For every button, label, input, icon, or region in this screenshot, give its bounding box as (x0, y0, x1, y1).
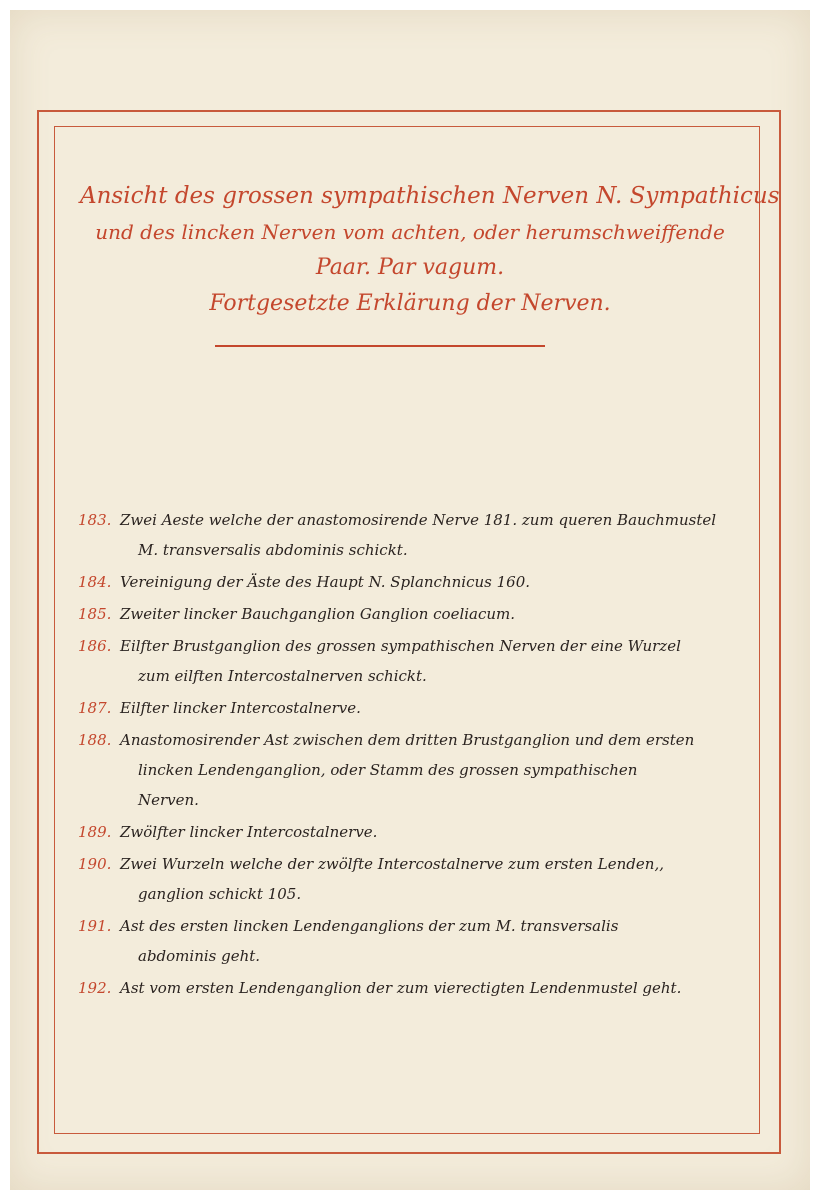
entry-number: 187. (78, 699, 112, 717)
entry-text (120, 631, 758, 691)
title-line-3: Paar. Par vagum. (315, 255, 505, 280)
list-item (78, 725, 758, 815)
entry-line: Zwölfter lincker Intercostalnerve. (120, 823, 378, 841)
entry-text (120, 567, 758, 597)
title-underline (215, 345, 545, 347)
entry-number: 186. (78, 637, 112, 655)
entry-line: Nerven. (138, 791, 199, 809)
list-item (78, 911, 758, 971)
entry-number: 192. (78, 979, 112, 997)
entry-text (120, 693, 758, 723)
entry-number: 190. (78, 855, 112, 873)
list-item (78, 567, 758, 597)
entry-line: Zwei Wurzeln welche der zwölfte Intercostalnerve zum ersten Lenden,, (120, 855, 664, 873)
entry-text (120, 725, 758, 815)
title-line-4: Fortgesetzte Erklärung der Nerven. (209, 291, 611, 316)
entry-text (120, 599, 758, 629)
entry-number: 184. (78, 573, 112, 591)
entry-text (120, 505, 758, 565)
entry-text (120, 911, 758, 971)
entry-line: zum eilften Intercostalnerven schickt. (138, 667, 427, 685)
list-item (78, 849, 758, 909)
entry-number: 183. (78, 511, 112, 529)
title-line-1: Ansicht des grossen sympathischen Nerven N. Sympathicus (80, 183, 780, 209)
entry-number: 188. (78, 731, 112, 749)
list-item (78, 505, 758, 565)
entry-line: ganglion schickt 105. (138, 885, 302, 903)
entry-line: Eilfter lincker Intercostalnerve. (120, 699, 361, 717)
entry-number: 185. (78, 605, 112, 623)
entry-line: M. transversalis abdominis schickt. (138, 541, 408, 559)
title-line-2: und des lincken Nerven vom achten, oder herumschweiffende (95, 220, 725, 244)
entry-number: 191. (78, 917, 112, 935)
entry-line: Zwei Aeste welche der anastomosirende Nerve 181. zum queren Bauchmustel (120, 511, 717, 529)
entry-line: Ast vom ersten Lendenganglion der zum vierectigten Lendenmustel geht. (120, 979, 682, 997)
entry-text (120, 849, 758, 909)
entry-line: Anastomosirender Ast zwischen dem dritten Brustganglion und dem ersten (120, 731, 695, 749)
entry-list (78, 505, 758, 1005)
entry-line: Ast des ersten lincken Lendenganglions der zum M. transversalis (120, 917, 619, 935)
entry-line: lincken Lendenganglion, oder Stamm des grossen sympathischen (138, 761, 638, 779)
entry-line: abdominis geht. (138, 947, 261, 965)
list-item (78, 693, 758, 723)
entry-text (120, 817, 758, 847)
entry-line: Zweiter lincker Bauchganglion Ganglion coeliacum. (120, 605, 516, 623)
entry-line: Vereinigung der Äste des Haupt N. Splanchnicus 160. (120, 573, 531, 591)
list-item (78, 817, 758, 847)
list-item (78, 973, 758, 1003)
list-item (78, 599, 758, 629)
list-item (78, 631, 758, 691)
entry-number: 189. (78, 823, 112, 841)
entry-text (120, 973, 758, 1003)
page-title (80, 178, 780, 322)
entry-line: Eilfter Brustganglion des grossen sympathischen Nerven der eine Wurzel (120, 637, 681, 655)
